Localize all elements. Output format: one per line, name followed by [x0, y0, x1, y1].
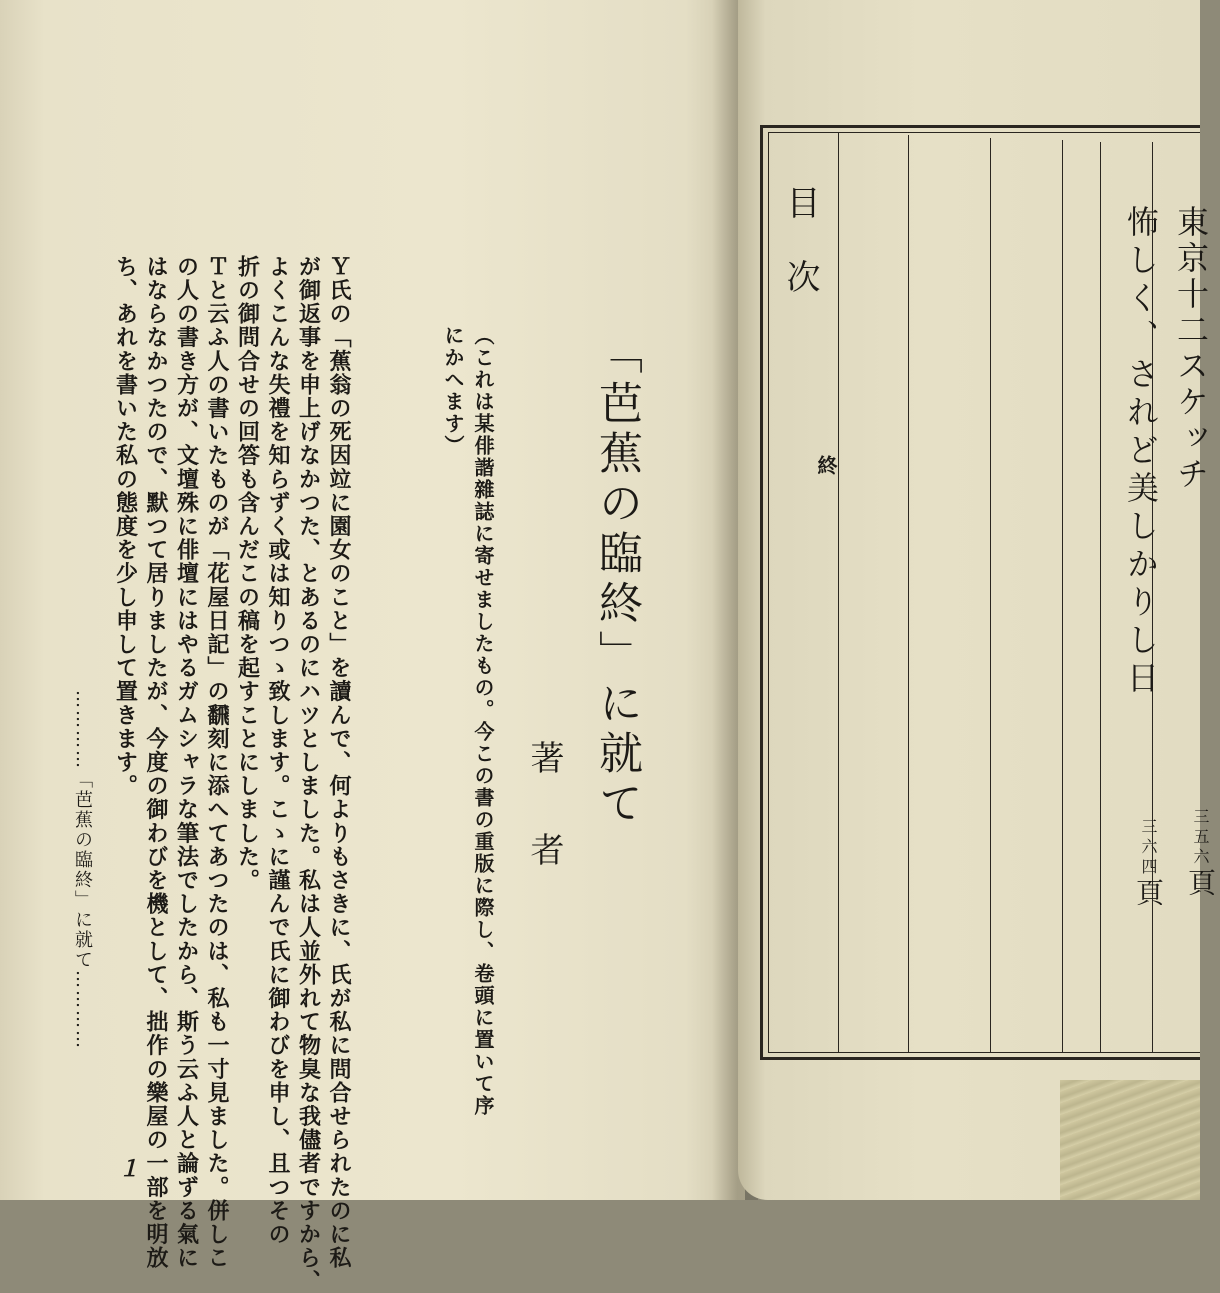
body-line: Ｙ氏の「蕉翁の死因竝に園女のこと」を讀んで、何よりもさきに、氏が私に問合せられたのに私 [326, 255, 352, 1270]
toc-page-digits: 三五六 [1191, 808, 1210, 868]
toc-column-rule [1062, 140, 1063, 1053]
body-line: Ｔと云ふ人の書いたものが「花屋日記」の飜刻に添へてあつたのは、私も一寸見ました。併しこ [204, 255, 230, 1270]
toc-page-digits: 三六四 [1139, 818, 1158, 878]
toc-entry-title: 東京十二スケッチ [1172, 205, 1210, 493]
note-line: にかへます） [441, 325, 465, 457]
book-edge [1060, 1080, 1200, 1200]
toc-entry-page [1180, 808, 1220, 928]
body-text [110, 255, 354, 1293]
author-signature: 著者 [524, 740, 564, 924]
body-line: が御返事を申上げなかつた、とあるのにハツとしました。私は人並外れて物臭な我儘者ですから、 [295, 255, 322, 1293]
note-line: （これは某俳諧雜誌に寄せましたもの。今この書の重版に際し、卷頭に置いて序 [471, 325, 495, 1117]
running-head: …………「芭蕉の臨終」に就て………… [72, 690, 93, 1050]
toc-page-suffix: 頁 [1132, 878, 1165, 910]
toc-entry-page [1128, 818, 1168, 958]
body-line: 折の御問合せの回答も含んだこの稿を起すことにしました。 [234, 255, 261, 893]
body-line: はならなかつたので、默つて居りましたが、今度の御わびを機として、拙作の樂屋の一部を明放 [143, 255, 169, 1270]
body-line: よくこんな失禮を知らずく或は知りつゝ致します。こゝに謹んで氏に御わびを申し、且つその [265, 255, 291, 1247]
body-line: の人の書き方が、文壇殊に俳壇にはやるガムシャラな筆法でしたから、斯う云ふ人と論ずる氣に [173, 255, 200, 1270]
page-number: １ [118, 1156, 141, 1182]
toc-heading: 目次 [780, 185, 820, 333]
toc-column-rule [908, 135, 909, 1053]
toc-column-rule [838, 132, 839, 1053]
toc-end-mark: 終 [814, 455, 838, 475]
toc-column-rule [990, 138, 991, 1053]
toc-page-suffix: 頁 [1184, 868, 1217, 900]
toc-entry-title: 怖しく、されど美しかりし日 [1122, 205, 1160, 699]
chapter-title: 「芭蕉の臨終」に就て [591, 330, 642, 830]
preface-note [438, 325, 498, 1117]
toc-column-rule [1100, 142, 1101, 1053]
body-line: ち、あれを書いた私の態度を少し申して置きます。 [112, 255, 139, 798]
